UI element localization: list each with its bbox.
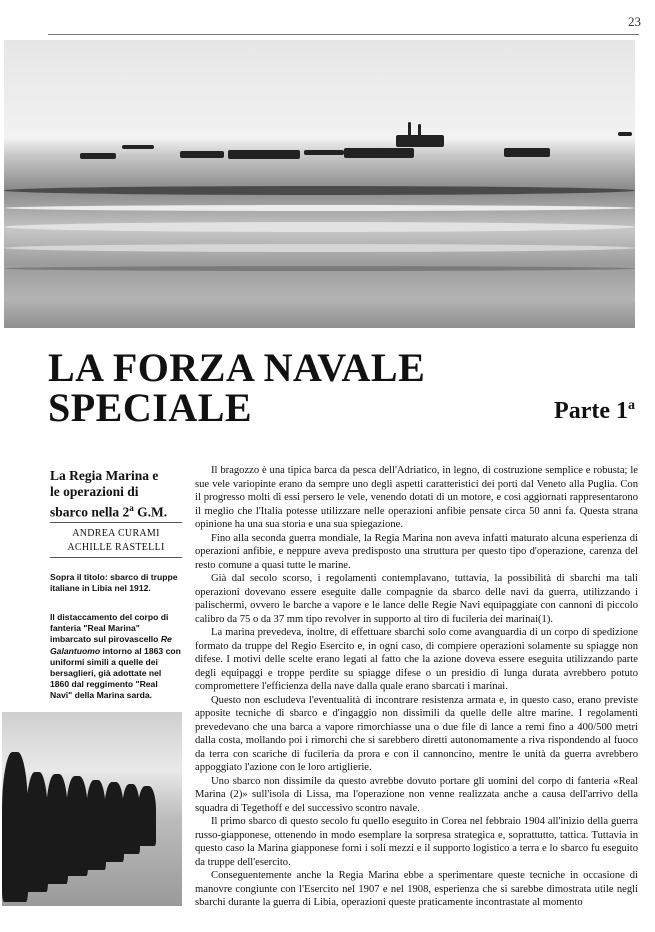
paragraph: Questo non escludeva l'eventualità di incontrare resistenza armata e, in questo caso, erano previste apposite tecniche di sbarco e d'ingaggio non dissimili da quelle delle altre marine. I regolamenti prevedevano che una barca a vapore rimorchiasse una o due file di lance a remi fino a 400/500 metri dalla costa, mollando poi i rimorchi che si sarebbero diretti autonomamente a riva rispondendo al fuoco da terra con scariche di fucileria da prora e con il cannoncino, mentre le unità da guerra avrebbero appoggiato l'azione con le loro artiglierie. (195, 694, 638, 773)
author-2: ACHILLE RASTELLI (67, 542, 165, 553)
authors (50, 527, 182, 555)
article-body (195, 464, 638, 910)
author-1: ANDREA CURAMI (72, 528, 160, 539)
page-number: 23 (628, 14, 641, 29)
caption-side-photo: Il distaccamento del corpo di fanteria "Real Marina" imbarcato sul pirovascello Re Galantuomo intorno al 1863 con uniformi simili a quelle dei bersaglieri, già adottate nel 1860 dal reggimento "Real Navi" della Marina sarda. (50, 612, 181, 701)
header-rule (48, 34, 639, 35)
article-title (48, 345, 426, 430)
paragraph: Già dal secolo scorso, i regolamenti contemplavano, tuttavia, la possibilità di sbarchi ma tali operazioni dovevano essere eseguite dalle compagnie da sbarco delle navi da guerra, utilizzando i palischermi, ovvero le barche a vapore e le lance delle Regie Navi equipaggiate con cannoni di piccolo calibro da 75 o da 37 mm tipo revolver in supporto al tiro di fucileria dei marinai(1). (195, 573, 638, 625)
paragraph: Uno sbarco non dissimile da questo avrebbe dovuto portare gli uomini del corpo di fanteria «Real Marina (2)» sull'isola di Lissa, ma l'operazione non venne realizzata anche a causa dell'arrivo della squadra di Tegethoff e del successivo scontro navale. (195, 775, 638, 814)
paragraph: La marina prevedeva, inoltre, di effettuare sbarchi solo come avanguardia di un corpo di spedizione formato da truppe del Regio Esercito e, in ogni caso, di compiere operazioni solamente su spiagge non difese. I motivi delle scelte erano legati al fatto che la azione doveva essere eseguita utilizzando parte degli equipaggi e troppe perdite su spiagge difese o un presidio di lunga durata avrebbero potuto compromettere l'efficienza della nave dalla quale erano sbarcati i marinai. (195, 627, 638, 692)
paragraph: Il primo sbarco di questo secolo fu quello eseguito in Corea nel febbraio 1904 all'inizio della guerra russo-giapponese, ottenendo in modo esemplare la sorpresa strategica e, soprattutto, tattica. Tuttavia in questo caso la Marina giapponese fornì i soli mezzi e il supporto logistico a terra e lo sbarco fu eseguito da truppe dell'esercito. (195, 816, 638, 868)
marines-photo (2, 712, 182, 906)
sidebar-heading: La Regia Marina e le operazioni di sbarco nella 2$^a$ G.M. (50, 468, 168, 520)
sidebar-rule-bottom (50, 557, 182, 558)
sidebar-rule-top (50, 522, 182, 523)
paragraph: Fino alla seconda guerra mondiale, la Regia Marina non aveva infatti maturato alcuna esperienza di operazioni anfibie, e neppure aveva predisposto una struttura per questo tipo d'operazione, carenza del resto comune a quasi tutte le marine. (195, 532, 638, 571)
caption-title-photo: Sopra il titolo: sbarco di truppe italiane in Libia nel 1912. (50, 572, 178, 594)
paragraph: Conseguentemente anche la Regia Marina ebbe a sperimentare queste tecniche in occasione di manovre congiunte con l'Esercito nel 1907 e nel 1908, esperienza che si sarebbe dimostrata utile negli sbarchi durante la guerra di Libia, operazioni queste praticamente incontrastate al momento (195, 870, 638, 908)
title-line-2: SPECIALE (48, 385, 253, 430)
paragraph: Il bragozzo è una tipica barca da pesca dell'Adriatico, in legno, di costruzione semplice e robusta; le sue vele variopinte erano da sempre uno degli aspetti caratteristici dei porti dal Veneto alla Puglia. Con il progresso molti di essi persero le vele, venendo dotati di un motore, e così aggiornati rappresentarono il meglio che l'Italia potesse utilizzare nelle operazioni anfibie pensate circa 50 anni fa. Questa strana opinione ha una sua storia e una sua spiegazione. (195, 465, 638, 530)
landing-photo (4, 40, 635, 328)
part-label: Parte 1$^a$ (554, 398, 635, 424)
title-line-1: LA FORZA NAVALE (48, 345, 426, 390)
